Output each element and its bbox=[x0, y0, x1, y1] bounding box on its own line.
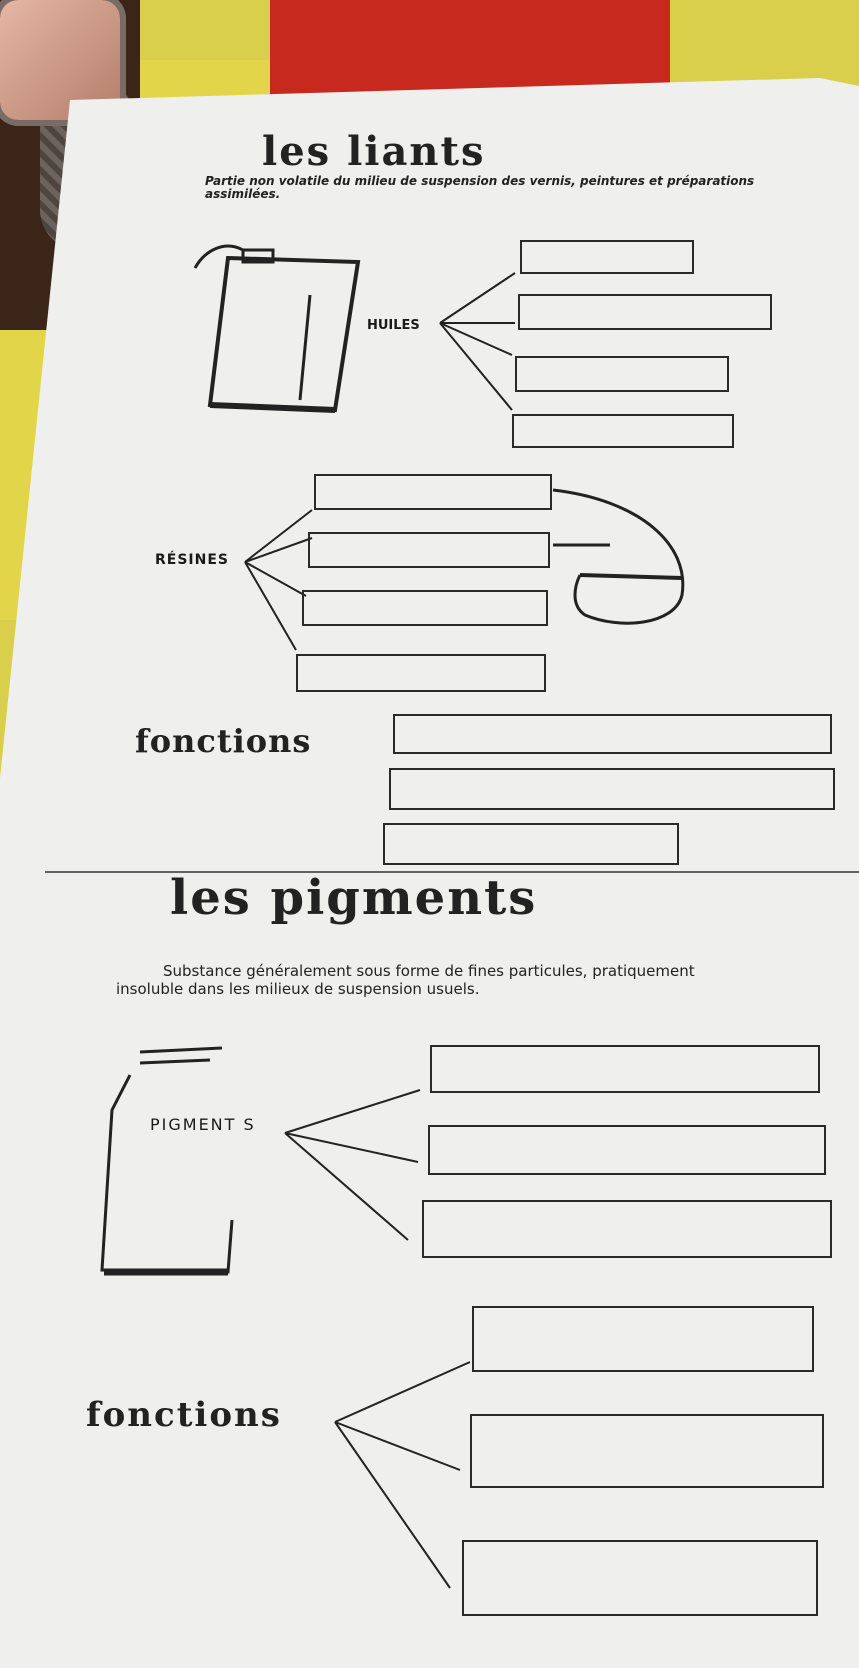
pigments-answer-box-2[interactable] bbox=[428, 1125, 826, 1175]
page-title-liants: les liants bbox=[262, 128, 486, 175]
liants-description: Partie non volatile du milieu de suspension des vernis, peintures et préparations assimilées. bbox=[205, 174, 755, 201]
pigments-label: PIGMENT S bbox=[150, 1115, 256, 1134]
pigments-description-line1: Substance généralement sous forme de fines particules, pratiquement bbox=[163, 962, 695, 980]
huiles-answer-box-2[interactable] bbox=[518, 294, 772, 330]
fonctions-liants-label: fonctions bbox=[135, 722, 312, 760]
fonctions-liants-box-2[interactable] bbox=[389, 768, 835, 810]
huiles-answer-box-1[interactable] bbox=[520, 240, 694, 274]
fonctions-liants-box-3[interactable] bbox=[383, 823, 679, 865]
resin-flask-icon bbox=[553, 490, 683, 623]
resines-label: RÉSINES bbox=[155, 552, 229, 568]
resines-answer-box-1[interactable] bbox=[314, 474, 552, 510]
pigments-answer-box-3[interactable] bbox=[422, 1200, 832, 1258]
huiles-answer-box-4[interactable] bbox=[512, 414, 734, 448]
page-title-pigments: les pigments bbox=[170, 870, 538, 926]
pigments-answer-box-1[interactable] bbox=[430, 1045, 820, 1093]
resines-answer-box-2[interactable] bbox=[308, 532, 550, 568]
resines-answer-box-4[interactable] bbox=[296, 654, 546, 692]
pigment-jar-icon bbox=[102, 1048, 232, 1272]
pigments-description-line2: insoluble dans les milieux de suspension usuels. bbox=[116, 980, 480, 998]
fonctions-pigments-box-1[interactable] bbox=[472, 1306, 814, 1372]
huiles-answer-box-3[interactable] bbox=[515, 356, 729, 392]
fonctions-pigments-label: fonctions bbox=[86, 1395, 282, 1435]
oil-can-icon bbox=[195, 246, 358, 410]
huiles-label: HUILES bbox=[367, 318, 420, 333]
resines-answer-box-3[interactable] bbox=[302, 590, 548, 626]
fonctions-liants-box-1[interactable] bbox=[393, 714, 832, 754]
fonctions-pigments-box-2[interactable] bbox=[470, 1414, 824, 1488]
fonctions-pigments-box-3[interactable] bbox=[462, 1540, 818, 1616]
